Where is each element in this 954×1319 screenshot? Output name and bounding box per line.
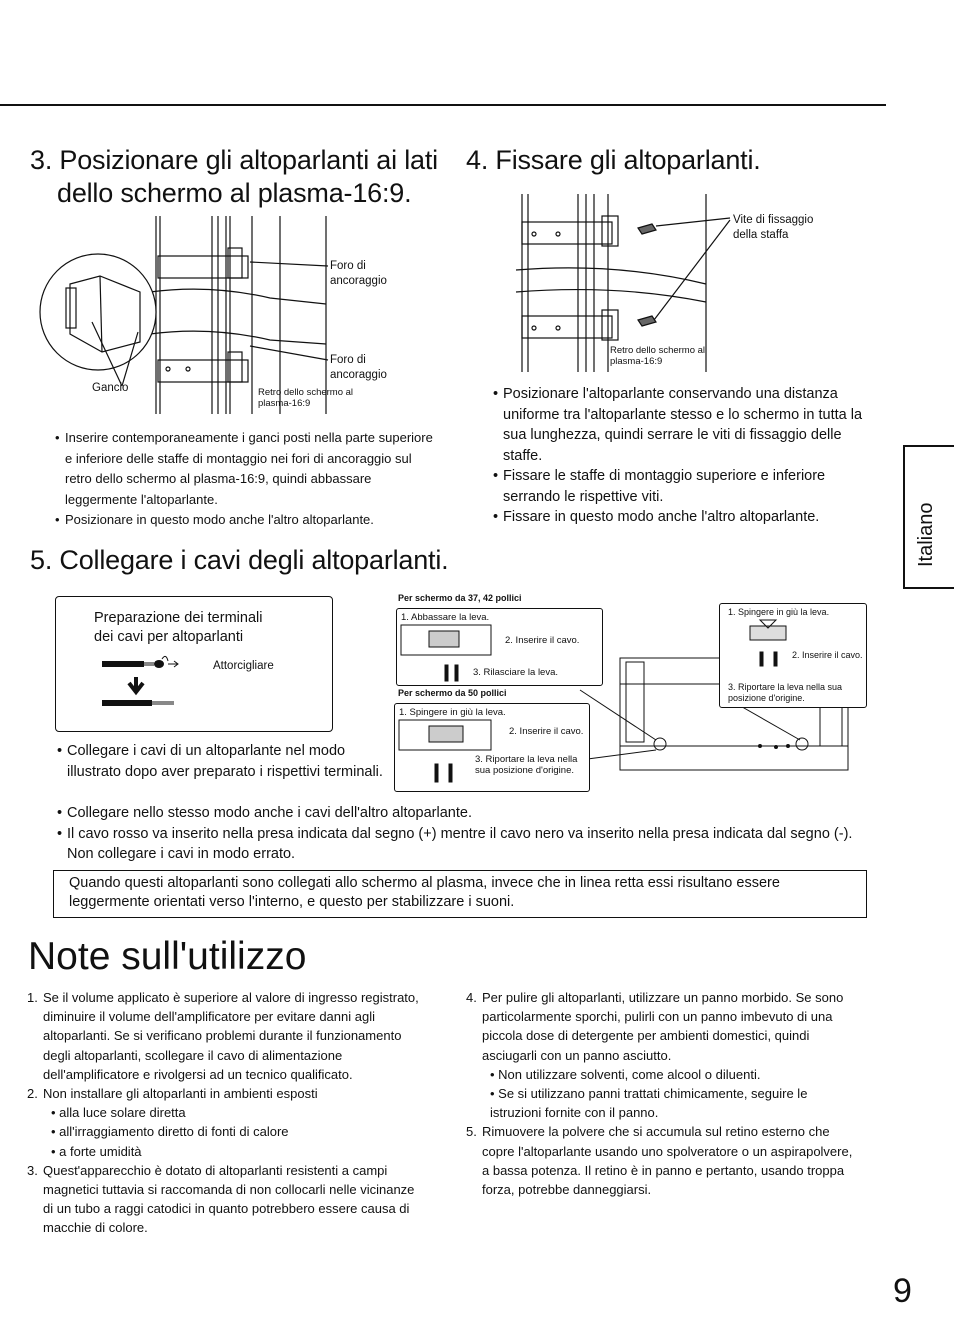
r-step1: 1. Spingere in giù la leva. — [728, 607, 830, 617]
step5-bullet: • Collegare nello stesso modo anche i cavi dell'altro altoparlante. — [57, 803, 857, 824]
prep-line2: dei cavi per altoparlanti — [94, 629, 244, 645]
note-text: Se il volume applicato è superiore al valore di ingresso registrato, diminuire il volume dell'amplificatore per evitare danni agli altoparlanti. Se si verificano problemi durante il funzionamento degli altoparlanti, scollegare il cavo di alimentazione dell'amplificatore e rivolgersi ad un tecnico qualificato. — [43, 990, 419, 1082]
step3-title — [30, 144, 438, 210]
step5-bullet: • Collegare i cavi di un altoparlante nel modo illustrato dopo aver preparato i rispettivi terminali. — [57, 741, 387, 782]
step4-label-retro: Retro dello schermo al plasma-16:9 — [610, 345, 706, 367]
note-item-3 — [27, 1161, 425, 1238]
s37-step1: 1. Abbassare la leva. — [401, 612, 490, 623]
note-num: 1. — [27, 990, 38, 1005]
top-rule — [0, 104, 886, 106]
note-sub: • Se si utilizzano panni trattati chimicamente, seguire le istruzioni fornite con il panno. — [490, 1086, 808, 1121]
r-step3: 3. Riportare la leva nella sua posizione d'origine. — [728, 682, 843, 703]
note-sub: • alla luce solare diretta — [51, 1105, 186, 1121]
notes-list-left — [27, 988, 425, 1238]
callout-37-42 — [396, 608, 603, 686]
notes-title: Note sull'utilizzo — [28, 935, 307, 978]
step3-label-retro: Retro dello schermo al plasma-16:9 — [258, 387, 354, 409]
s50-step1: 1. Spingere in giù la leva. — [399, 707, 506, 718]
step3-label-gancio: Gancio — [92, 382, 129, 394]
header-37-42: Per schermo da 37, 42 pollici — [398, 593, 522, 603]
stabilize-note-box — [53, 870, 867, 918]
step4-bullets — [493, 384, 881, 528]
note-sub: • Non utilizzare solventi, come alcool o diluenti. — [490, 1066, 761, 1082]
note-text: Per pulire gli altoparlanti, utilizzare un panno morbido. Se sono particolarmente sporchi, pulirli con un panno imbevuto di una piccola dose di detergente per ambienti domestici, quindi asciugarli con un panno asciutto. — [482, 990, 844, 1063]
note-text: Quest'apparecchio è dotato di altoparlanti resistenti a campi magnetici tuttavia si raccomanda di non collocarli nelle vicinanze di un tubo a raggi catodici in quanto potrebbero essere causa di macchie di colore. — [43, 1162, 415, 1236]
header-50: Per schermo da 50 pollici — [398, 688, 507, 698]
step3-title-line2: dello schermo al plasma-16:9. — [57, 178, 412, 208]
note-sub: • all'irraggiamento diretto di fonti di calore — [51, 1124, 289, 1140]
note-sub: • a forte umidità — [51, 1143, 142, 1159]
step3-bullets — [55, 428, 435, 531]
step4-bullet: • Fissare le staffe di montaggio superiore e inferiore serrando le rispettive viti. — [493, 466, 881, 507]
step3-bullet: • Inserire contemporaneamente i ganci posti nella parte superiore e inferiore delle staffe di montaggio nei fori di ancoraggio sul retro dello schermo al plasma-16:9, quindi abbassare leggermente l'altoparlante. — [55, 428, 435, 510]
terminal-prep-box — [55, 596, 333, 732]
s37-step2: 2. Inserire il cavo. — [505, 635, 580, 646]
note-item-2 — [27, 1084, 425, 1161]
note-item-5 — [466, 1122, 858, 1199]
step3-title-line1: 3. Posizionare gli altoparlanti ai lati — [30, 145, 438, 175]
s37-step3: 3. Rilasciare la leva. — [473, 667, 559, 678]
callout-right — [719, 603, 867, 708]
step5-title: 5. Collegare i cavi degli altoparlanti. — [30, 545, 449, 575]
page-number: 9 — [893, 1272, 912, 1310]
prep-line1: Preparazione dei terminali — [94, 610, 263, 626]
step4-title: 4. Fissare gli altoparlanti. — [466, 145, 761, 175]
step5-bullet: • Il cavo rosso va inserito nella presa indicata dal segno (+) mentre il cavo nero va inserito nella presa indicata dal segno (-). Non collegare i cavi in modo errato. — [57, 824, 857, 865]
note-num: 2. — [27, 1086, 38, 1102]
step3-bullet: • Posizionare in questo modo anche l'altro altoparlante. — [55, 510, 435, 531]
attorcigliare-label: Attorcigliare — [213, 660, 274, 672]
wire-twist-icon — [102, 655, 212, 715]
r-step2: 2. Inserire il cavo. — [792, 650, 863, 660]
step5-bullet-top — [57, 741, 387, 782]
note-num: 4. — [466, 990, 477, 1005]
step4-bullet: • Fissare in questo modo anche l'altro altoparlante. — [493, 507, 881, 528]
note-text: Rimuovere la polvere che si accumula sul retino esterno che copre l'altoparlante usando uno spolveratore o un aspirapolvere, a bassa potenza. Il retino è in panno e pertanto, usando troppa forza, potrebbe danneggiarsi. — [482, 1124, 853, 1198]
note-num: 5. — [466, 1124, 477, 1140]
note-item-1 — [27, 988, 425, 1084]
language-tab-label: Italiano — [915, 502, 937, 567]
step4-label-vite: Vite di fissaggio della staffa — [733, 214, 814, 241]
callout-50 — [394, 703, 590, 792]
s50-step3: 3. Riportare la leva nella sua posizione d'origine. — [475, 754, 578, 776]
note-item-4 — [466, 988, 858, 1122]
s50-step2: 2. Inserire il cavo. — [509, 726, 584, 737]
notes-list-right — [466, 988, 858, 1199]
language-tab — [903, 445, 954, 589]
stabilize-note-text: Quando questi altoparlanti sono collegati allo schermo al plasma, invece che in linea retta essi risultano essere leggermente orientati verso l'interno, e questo per stabilizzare i suoni. — [69, 875, 780, 910]
step3-label-foro2: Foro di ancoraggio — [330, 354, 387, 381]
step4-bullet: • Posizionare l'altoparlante conservando una distanza uniforme tra l'altoparlante stesso e lo schermo in tutta la sua lunghezza, quindi serrare le viti di fissaggio delle staffe. — [493, 384, 881, 466]
note-text: Non installare gli altoparlanti in ambienti esposti — [43, 1086, 318, 1102]
prep-title — [94, 609, 262, 647]
step3-label-foro1: Foro di ancoraggio — [330, 260, 387, 287]
step5-bullets-full — [57, 803, 857, 865]
note-num: 3. — [27, 1162, 38, 1178]
